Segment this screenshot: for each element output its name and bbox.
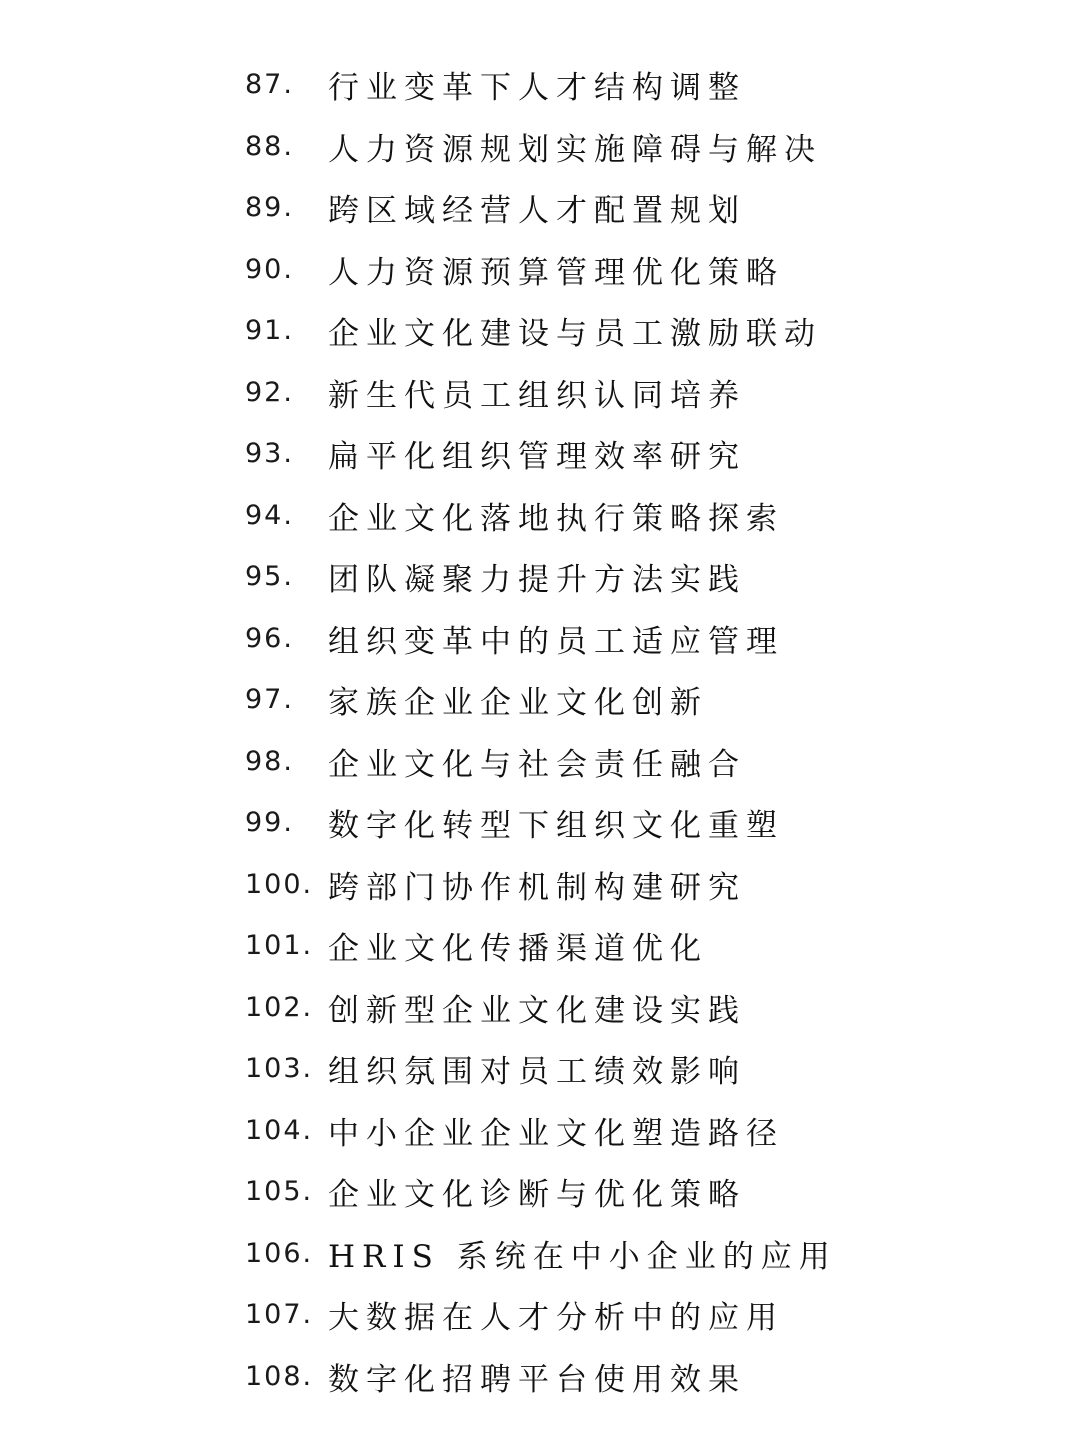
list-item [245,977,837,1039]
list-item [245,1038,837,1100]
item-title: 家族企业企业文化创新 [328,685,708,722]
list-item [245,116,837,178]
item-number: 104. [245,1114,314,1146]
item-number: 99. [245,807,294,839]
item-number: 91. [245,315,294,347]
item-title: 企业文化传播渠道优化 [328,931,708,968]
list-item [245,915,837,977]
item-number: 96. [245,622,294,654]
item-title: 新生代员工组织认同培养 [328,377,746,414]
list-item [245,546,837,608]
item-number: 103. [245,1053,314,1085]
item-number: 101. [245,930,314,962]
list-item [245,485,837,547]
list-item [245,1100,837,1162]
list-item [245,300,837,362]
list-item [245,54,837,116]
item-title: 人力资源规划实施障碍与解决 [328,131,822,168]
list-item [245,1284,837,1346]
item-title: 大数据在人才分析中的应用 [328,1300,784,1337]
topic-list [245,54,837,1407]
item-number: 105. [245,1176,314,1208]
item-number: 106. [245,1237,314,1269]
list-item [245,1346,837,1408]
list-item [245,423,837,485]
item-title: 跨部门协作机制构建研究 [328,869,746,906]
list-item [245,1223,837,1285]
item-number: 107. [245,1299,314,1331]
list-item [245,669,837,731]
item-title: 中小企业企业文化塑造路径 [328,1115,784,1152]
item-number: 92. [245,376,294,408]
item-number: 102. [245,991,314,1023]
list-item [245,239,837,301]
item-title: 数字化招聘平台使用效果 [328,1361,746,1398]
item-number: 87. [245,69,294,101]
item-title: 企业文化与社会责任融合 [328,746,746,783]
item-number: 94. [245,499,294,531]
item-title: 企业文化诊断与优化策略 [328,1177,746,1214]
list-item [245,792,837,854]
item-title: 创新型企业文化建设实践 [328,992,746,1029]
list-item [245,608,837,670]
item-number: 93. [245,438,294,470]
item-title: 数字化转型下组织文化重塑 [328,808,784,845]
item-title: 人力资源预算管理优化策略 [328,254,784,291]
list-item [245,362,837,424]
list-item [245,731,837,793]
item-number: 98. [245,745,294,777]
item-number: 97. [245,684,294,716]
item-title: 企业文化落地执行策略探索 [328,500,784,537]
list-item [245,177,837,239]
item-number: 108. [245,1360,314,1392]
item-number: 90. [245,253,294,285]
item-title: 扁平化组织管理效率研究 [328,439,746,476]
list-item [245,1161,837,1223]
item-number: 100. [245,868,314,900]
item-title: HRIS 系统在中小企业的应用 [328,1238,837,1275]
item-title: 行业变革下人才结构调整 [328,70,746,107]
item-title: 跨区域经营人才配置规划 [328,193,746,230]
list-item [245,854,837,916]
item-number: 89. [245,192,294,224]
item-title: 企业文化建设与员工激励联动 [328,316,822,353]
item-number: 95. [245,561,294,593]
item-number: 88. [245,130,294,162]
item-title: 组织变革中的员工适应管理 [328,623,784,660]
item-title: 团队凝聚力提升方法实践 [328,562,746,599]
item-title: 组织氛围对员工绩效影响 [328,1054,746,1091]
